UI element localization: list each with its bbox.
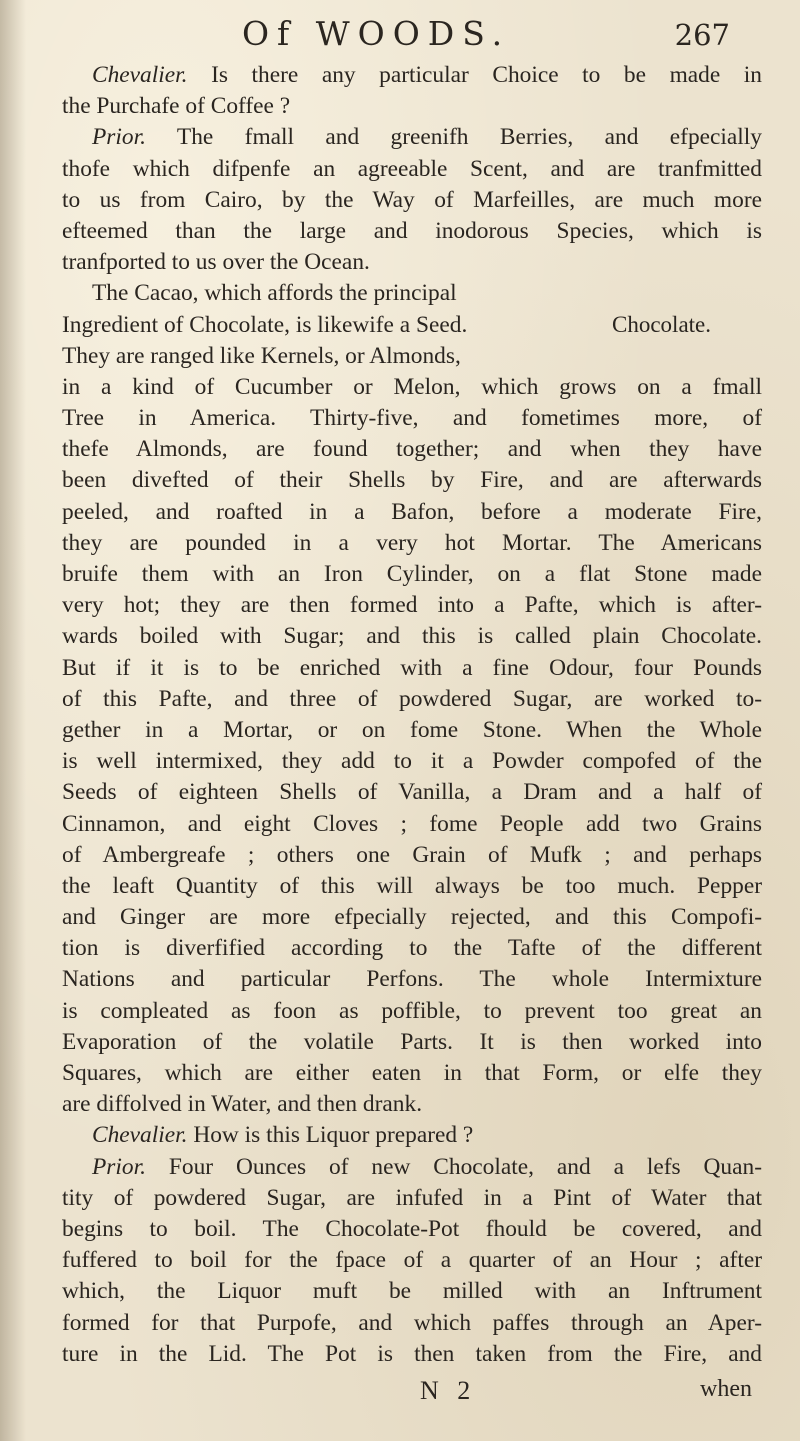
signature-mark: N 2 [420,1376,477,1405]
text-line [62,590,762,621]
text-line [62,559,762,590]
text-line [62,372,762,403]
line-text: formed for that Purpofe, and which paffes through an Aper- [62,1309,762,1336]
line-text: fuffered to boil for the fpace of a quarter of an Hour ; after [62,1247,762,1274]
speaker-name: Prior. [92,1153,146,1180]
text-line [62,840,762,871]
line-text: How is this Liquor prepared ? [187,1122,474,1149]
text-line [62,247,762,278]
line-text: begins to boil. The Chocolate-Pot fhould be covered, and [62,1215,762,1242]
line-text: Nations and particular Perfons. The whole Intermixture [62,966,762,993]
line-text: tion is diverfified according to the Tafte of the different [62,935,762,962]
text-line [62,497,762,528]
line-text: to us from Cairo, by the Way of Marfeilles, are much more [62,186,762,213]
text-line [62,1089,762,1120]
text-line [62,185,762,216]
text-line [62,1339,762,1370]
line-text: Tree in America. Thirty-five, and fometimes more, of [62,405,762,432]
text-line [62,933,762,964]
text-line [62,715,762,746]
line-text: is well intermixed, they add to it a Powder compofed of the [62,748,762,775]
line-text: been divefted of their Shells by Fire, and are afterwards [62,467,762,494]
line-text: They are ranged like Kernels, or Almonds, [62,342,461,369]
line-text: The fmall and greenifh Berries, and efpecially [145,124,762,151]
speaker-name: Chevalier. [92,1122,188,1149]
line-text: ture in the Lid. The Pot is then taken from the Fire, and [62,1340,762,1367]
line-text: bruife them with an Iron Cylinder, on a flat Stone made [62,561,762,587]
page-number: 267 [674,18,730,52]
text-line [62,621,762,652]
line-text: of this Pafte, and three of powdered Sugar, are worked to- [62,685,762,712]
line-text: in a kind of Cucumber or Melon, which grows on a fmall [62,373,762,400]
line-text: efteemed than the large and inodorous Species, which is [62,217,762,244]
text-line [62,60,762,91]
line-text: Four Ounces of new Chocolate, and a lefs Quan- [145,1153,762,1180]
line-text: Cinnamon, and eight Cloves ; fome People add two Grains [62,810,762,837]
text-line [62,154,762,185]
text-line [62,1245,762,1276]
line-text: tity of powdered Sugar, are infufed in a Pint of Water that [62,1184,762,1211]
line-text: the Purchafe of Coffee ? [62,93,291,120]
line-text: and Ginger are more efpecially rejected, and this Compofi- [62,904,762,931]
line-text: very hot; they are then formed into a Pafte, which is after- [62,592,762,619]
text-line [62,684,762,715]
text-line [62,465,762,496]
text-line [62,1214,762,1245]
text-line [62,653,762,684]
speaker-name: Chevalier. [92,62,188,88]
text-line [62,1152,762,1183]
line-text: thofe which difpenfe an agreeable Scent, and are tranfmitted [62,155,762,182]
line-text: But if it is to be enriched with a fine Odour, four Pounds [62,654,762,681]
line-text: gether in a Mortar, or on fome Stone. When the Whole [62,716,762,743]
running-head [62,14,760,58]
line-text: Ingredient of Chocolate, is likewife a Seed. [62,311,468,338]
line-text: tranfported to us over the Ocean. [62,249,370,276]
text-line [62,1183,762,1214]
line-text: Evaporation of the volatile Parts. It is then worked into [62,1028,762,1055]
text-line [62,434,762,465]
line-text: Is there any particular Choice to be made in [187,62,762,88]
text-line [62,122,762,153]
line-text: wards boiled with Sugar; and this is called plain Chocolate. [62,623,762,650]
text-line [62,964,762,995]
text-line [62,902,762,933]
line-text: of Ambergreafe ; others one Grain of Mufk ; and perhaps [62,841,762,868]
line-text: thefe Almonds, are found together; and when they have [62,436,762,463]
text-line [62,1120,762,1151]
text-line [62,1276,762,1307]
line-text: is compleated as foon as poffible, to prevent too great an [62,997,762,1024]
text-line [62,216,762,247]
line-text: which, the Liquor muft be milled with an Inftrument [62,1278,762,1305]
catchword: when [700,1376,752,1402]
body-text [62,60,762,1370]
line-text: peeled, and roafted in a Bafon, before a moderate Fire, [62,498,762,525]
line-text: The Cacao, which affords the principal [92,280,457,307]
margin-note-chocolate: Chocolate. [612,311,711,337]
text-line [62,809,762,840]
text-line [62,1027,762,1058]
gutter-shadow [0,0,26,1441]
text-line [62,871,762,902]
text-line [62,996,762,1027]
text-line [62,341,762,372]
text-line [62,1308,762,1339]
text-line [62,746,762,777]
line-text: they are pounded in a very hot Mortar. The Americans [62,529,762,556]
text-line [62,777,762,808]
text-line [62,403,762,434]
text-line [62,528,762,559]
line-text: Seeds of eighteen Shells of Vanilla, a Dram and a half of [62,779,762,806]
text-line [62,278,762,309]
line-text: Squares, which are either eaten in that Form, or elfe they [62,1060,762,1086]
line-text: the leaft Quantity of this will always be too much. Pepper [62,872,762,899]
running-title: Of WOODS. [242,14,511,53]
line-text: are diffolved in Water, and then drank. [62,1091,423,1118]
speaker-name: Prior. [92,124,146,151]
text-line [62,91,762,122]
text-line [62,1058,762,1089]
